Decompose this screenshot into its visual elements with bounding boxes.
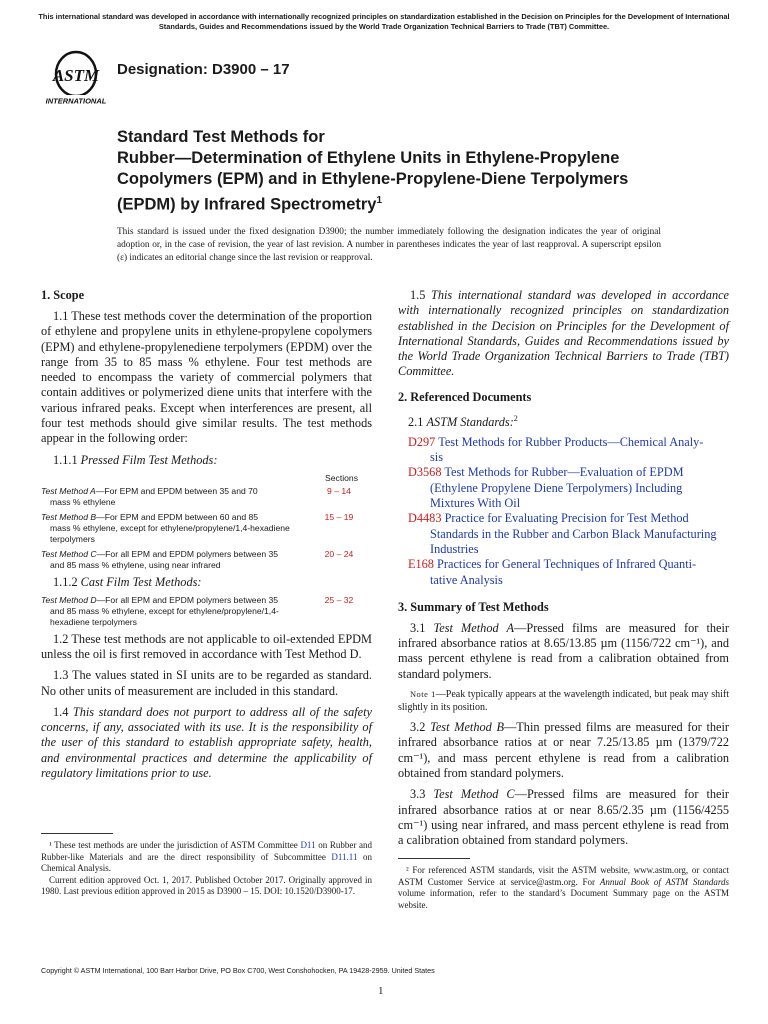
sections-header: Sections bbox=[325, 472, 358, 483]
scope-heading: 1. Scope bbox=[41, 288, 85, 302]
page-number: 1 bbox=[378, 985, 384, 997]
para-1-4: 1.4 This standard does not purport to address all of the safety concerns, if any, associated with its use. It is the responsibility of the user of this standard to establish appropriate safety, health, and environmental practices and determine the applicability of regulatory limitations prior to use. bbox=[41, 704, 372, 781]
footnote-1: ¹ These test methods are under the jurisdiction of ASTM Committee D11 on Rubber and Rubber-like Materials and are the direct responsibility of Subcommittee D11.11 on Chemical Analysis. Current edition approved Oct. 1, 2017. Published October 2017. Originally approved in 1980. Last previous edition approved in 2015 as D3900 – 15. DOI: 10.1520/D3900-17. bbox=[41, 840, 372, 897]
note-1: Note 1—Peak typically appears at the wavelength indicated, but peak may shift slightly in its position. bbox=[398, 689, 730, 714]
para-3-1: 3.1 Test Method A—Pressed films are measured for their infrared absorbance ratios at 8.65/13.85 µm (1156/722 cm⁻¹), and mass percent ethylene is read from a calibration obtained from standard polymers. bbox=[398, 620, 730, 681]
left-column bbox=[41, 288, 372, 787]
title-line2: Rubber—Determination of Ethylene Units in Ethylene-Propylene Copolymers (EPM) and in Ethylene-Propylene-Diene Terpolymers (EPDM) by Infrared Spectrometry$^1$ bbox=[117, 149, 629, 214]
sections-link[interactable]: 9 – 14 bbox=[327, 485, 351, 496]
reference-code: D4483 bbox=[408, 511, 442, 526]
reference-code: E168 bbox=[408, 557, 434, 572]
para-1-5: 1.5 This international standard was developed in accordance with internationally recognized principles on standardization established in the Decision on Principles for the Development of International Standards, Guides and Recommendations issued by the World Trade Organization Technical Barriers to Trade (TBT) Committee. bbox=[398, 288, 730, 379]
method-row: Test Method C—For all EPM and EPDM polymers between 35 and 85 mass % ethylene, using near infrared 20 – 24 bbox=[41, 549, 372, 571]
designation: Designation: D3900 – 17 bbox=[117, 61, 290, 78]
footnote-rule-right bbox=[398, 858, 470, 859]
copyright: Copyright © ASTM International, 100 Barr Harbor Drive, PO Box C700, West Conshohocken, PA 19428-2959. United States bbox=[41, 966, 435, 975]
reference-item[interactable]: D4483 Practice for Evaluating Precision for Test Method Standards in the Rubber and Carbon Black Manufacturing Industries bbox=[408, 511, 717, 556]
title-line1: Standard Test Methods for bbox=[117, 128, 325, 146]
right-column bbox=[398, 288, 729, 854]
issue-note: This standard is issued under the fixed designation D3900; the number immediately following the designation indicates the year of original adoption or, in the case of revision, the year of last revision. A number in parentheses indicates the year of last reapproval. A superscript epsilon (ε) indicates an editorial change since the last revision or reapproval. bbox=[117, 227, 661, 263]
logo-letters: ASTM bbox=[52, 66, 100, 85]
para-3-3: 3.3 Test Method C—Pressed films are measured for their infrared absorbance ratios at or near 8.65/2.35 µm (1156/4255 cm⁻¹) using near infrared, and mass percent ethylene is read from a calibration obtained from standard polymers. bbox=[398, 787, 729, 848]
method-row: Test Method B—For EPM and EPDM between 60 and 85 mass % ethylene, except for ethylene/propylene/1,4-hexadiene terpolymers 15 – 19 bbox=[41, 512, 372, 545]
logo-subtext: INTERNATIONAL bbox=[45, 96, 107, 106]
para-1-1-1: 1.1.1 Pressed Film Test Methods: bbox=[53, 452, 218, 467]
para-1-1-2: 1.1.2 Cast Film Test Methods: bbox=[53, 574, 202, 589]
reference-item[interactable]: D3568 Test Methods for Rubber—Evaluation of EPDM (Ethylene Propylene Diene Terpolymers) Including Mixtures With Oil bbox=[408, 465, 684, 511]
method-row: Test Method D—For all EPM and EPDM polymers between 35 and 85 mass % ethylene, except for ethylene/propylene/1,4-hexadiene terpolymers 25 – 32 bbox=[41, 595, 372, 628]
summary-heading: 3. Summary of Test Methods bbox=[398, 599, 549, 614]
sections-link[interactable]: 15 – 19 bbox=[324, 511, 354, 522]
reference-item[interactable]: E168 Practices for General Techniques of Infrared Quanti- tative Analysis bbox=[408, 557, 697, 587]
footnote-rule-left bbox=[41, 833, 113, 834]
top-notice: This international standard was developed in accordance with internationally recognized principles on standardization established in the Decision on Principles for the Development of International Standards, Guides and Recommendations issued by the World Trade Organization Technical Barriers to Trade (TBT) Committee. bbox=[38, 12, 730, 32]
para-1-1: 1.1 These test methods cover the determination of the proportion of ethylene and propylene units in ethylene-propylene copolymers (EPM) and ethylene-propylenediene terpolymers (EPDM) over the range from 35 to 85 mass % ethylene. Four test methods are needed to encompass the variety of commercial polymers that contain additives or polymerized diene units that interfere with the various infrared peaks. Except when interferences are present, all four test methods should give similar results. The test methods appear in the following order: bbox=[41, 309, 372, 446]
pressed-film-table bbox=[41, 473, 372, 571]
subcommittee-link[interactable]: D11.11 bbox=[331, 851, 358, 862]
method-row: Test Method A—For EPM and EPDM between 35 and 70 mass % ethylene 9 – 14 bbox=[41, 486, 372, 508]
reference-code: D3568 bbox=[408, 465, 442, 480]
standard-title bbox=[117, 127, 677, 216]
committee-link[interactable]: D11 bbox=[300, 840, 316, 850]
footnote-2: ² For referenced ASTM standards, visit the ASTM website, www.astm.org, or contact ASTM Customer Service at service@astm.org. For Annual Book of ASTM Standards volume information, refer to the standard’s Document Summary page on the ASTM website. bbox=[398, 865, 730, 910]
sections-link[interactable]: 25 – 32 bbox=[324, 594, 354, 605]
reference-code: D297 bbox=[408, 434, 436, 449]
para-2-1: 2.1 ASTM Standards:$^2$ bbox=[408, 413, 518, 429]
referenced-heading: 2. Referenced Documents bbox=[398, 389, 532, 404]
para-1-2: 1.2 These test methods are not applicable to oil-extended EPDM unless the oil is first removed in accordance with Test Method D. bbox=[41, 631, 372, 661]
cast-film-table bbox=[41, 595, 372, 628]
para-1-3: 1.3 The values stated in SI units are to be regarded as standard. No other units of measurement are included in this standard. bbox=[41, 668, 372, 698]
reference-item[interactable]: D297 Test Methods for Rubber Products—Chemical Analy- sis bbox=[408, 434, 704, 465]
para-3-2: 3.2 Test Method B—Thin pressed films are measured for their infrared absorbance ratios at or near 7.25/13.85 µm (1379/722 cm⁻¹), and mass percent ethylene is read from a calibration obtained from standard polymers. bbox=[398, 720, 730, 780]
sections-link[interactable]: 20 – 24 bbox=[324, 548, 354, 559]
astm-logo bbox=[40, 50, 112, 106]
